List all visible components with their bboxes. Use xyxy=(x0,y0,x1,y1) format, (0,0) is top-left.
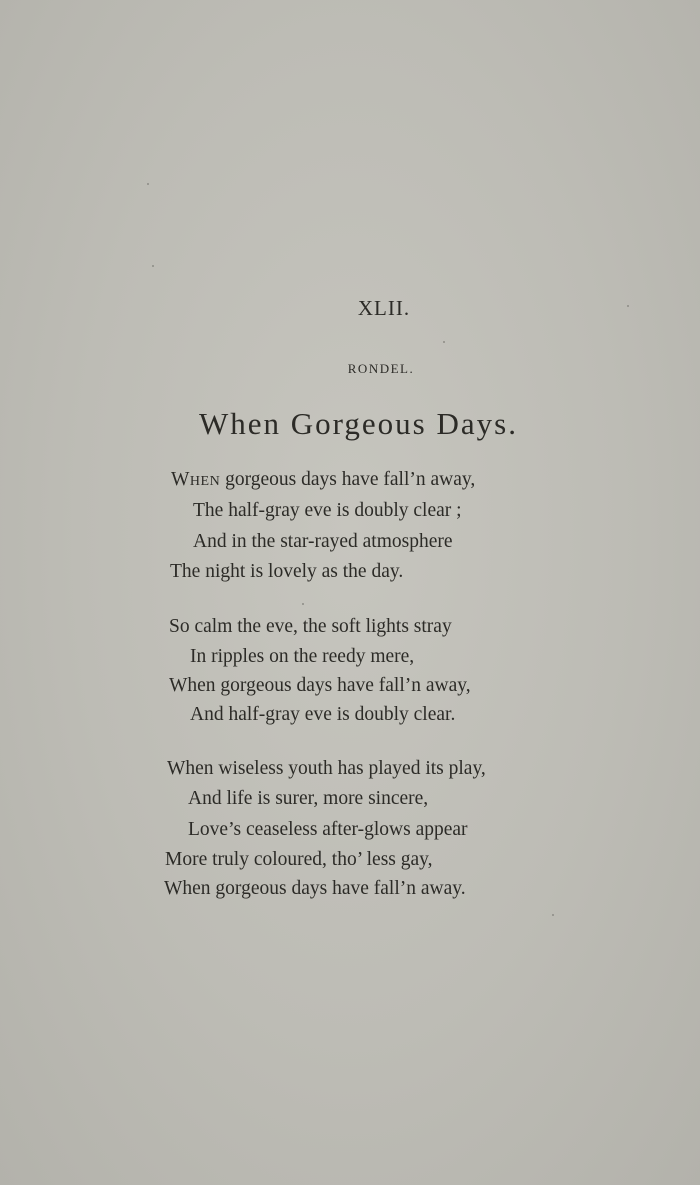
poem-line: When gorgeous days have fall’n away. xyxy=(164,878,466,899)
poem-line: When wiseless youth has played its play, xyxy=(167,758,486,779)
poem-form-label: RONDEL. xyxy=(347,361,415,376)
paper-speck xyxy=(552,914,554,916)
poem-line: And half-gray eve is doubly clear. xyxy=(190,704,456,725)
poem-line: More truly coloured, tho’ less gay, xyxy=(165,849,433,870)
paper-speck xyxy=(443,341,445,343)
poem-line: The half-gray eve is doubly clear ; xyxy=(193,500,462,521)
poem-line: When gorgeous days have fall’n away, xyxy=(169,675,471,696)
line-text: gorgeous days have fall’n away, xyxy=(220,469,476,490)
poem-number: XLII. xyxy=(357,296,411,320)
poem-line: In ripples on the reedy mere, xyxy=(190,646,415,667)
paper-speck xyxy=(147,183,149,185)
paper-speck xyxy=(152,265,154,267)
poem-line: The night is lovely as the day. xyxy=(170,561,404,582)
poem-line xyxy=(171,470,475,490)
poem-line: Love’s ceaseless after-glows appear xyxy=(188,819,468,840)
paper-speck xyxy=(302,603,304,605)
poem-line: And in the star-rayed atmosphere xyxy=(193,531,453,552)
poem-line: So calm the eve, the soft lights stray xyxy=(169,616,452,637)
small-caps-opening-word: When xyxy=(171,469,221,490)
poem-line: And life is surer, more sincere, xyxy=(188,788,429,809)
poem-title: When Gorgeous Days. xyxy=(199,406,518,441)
